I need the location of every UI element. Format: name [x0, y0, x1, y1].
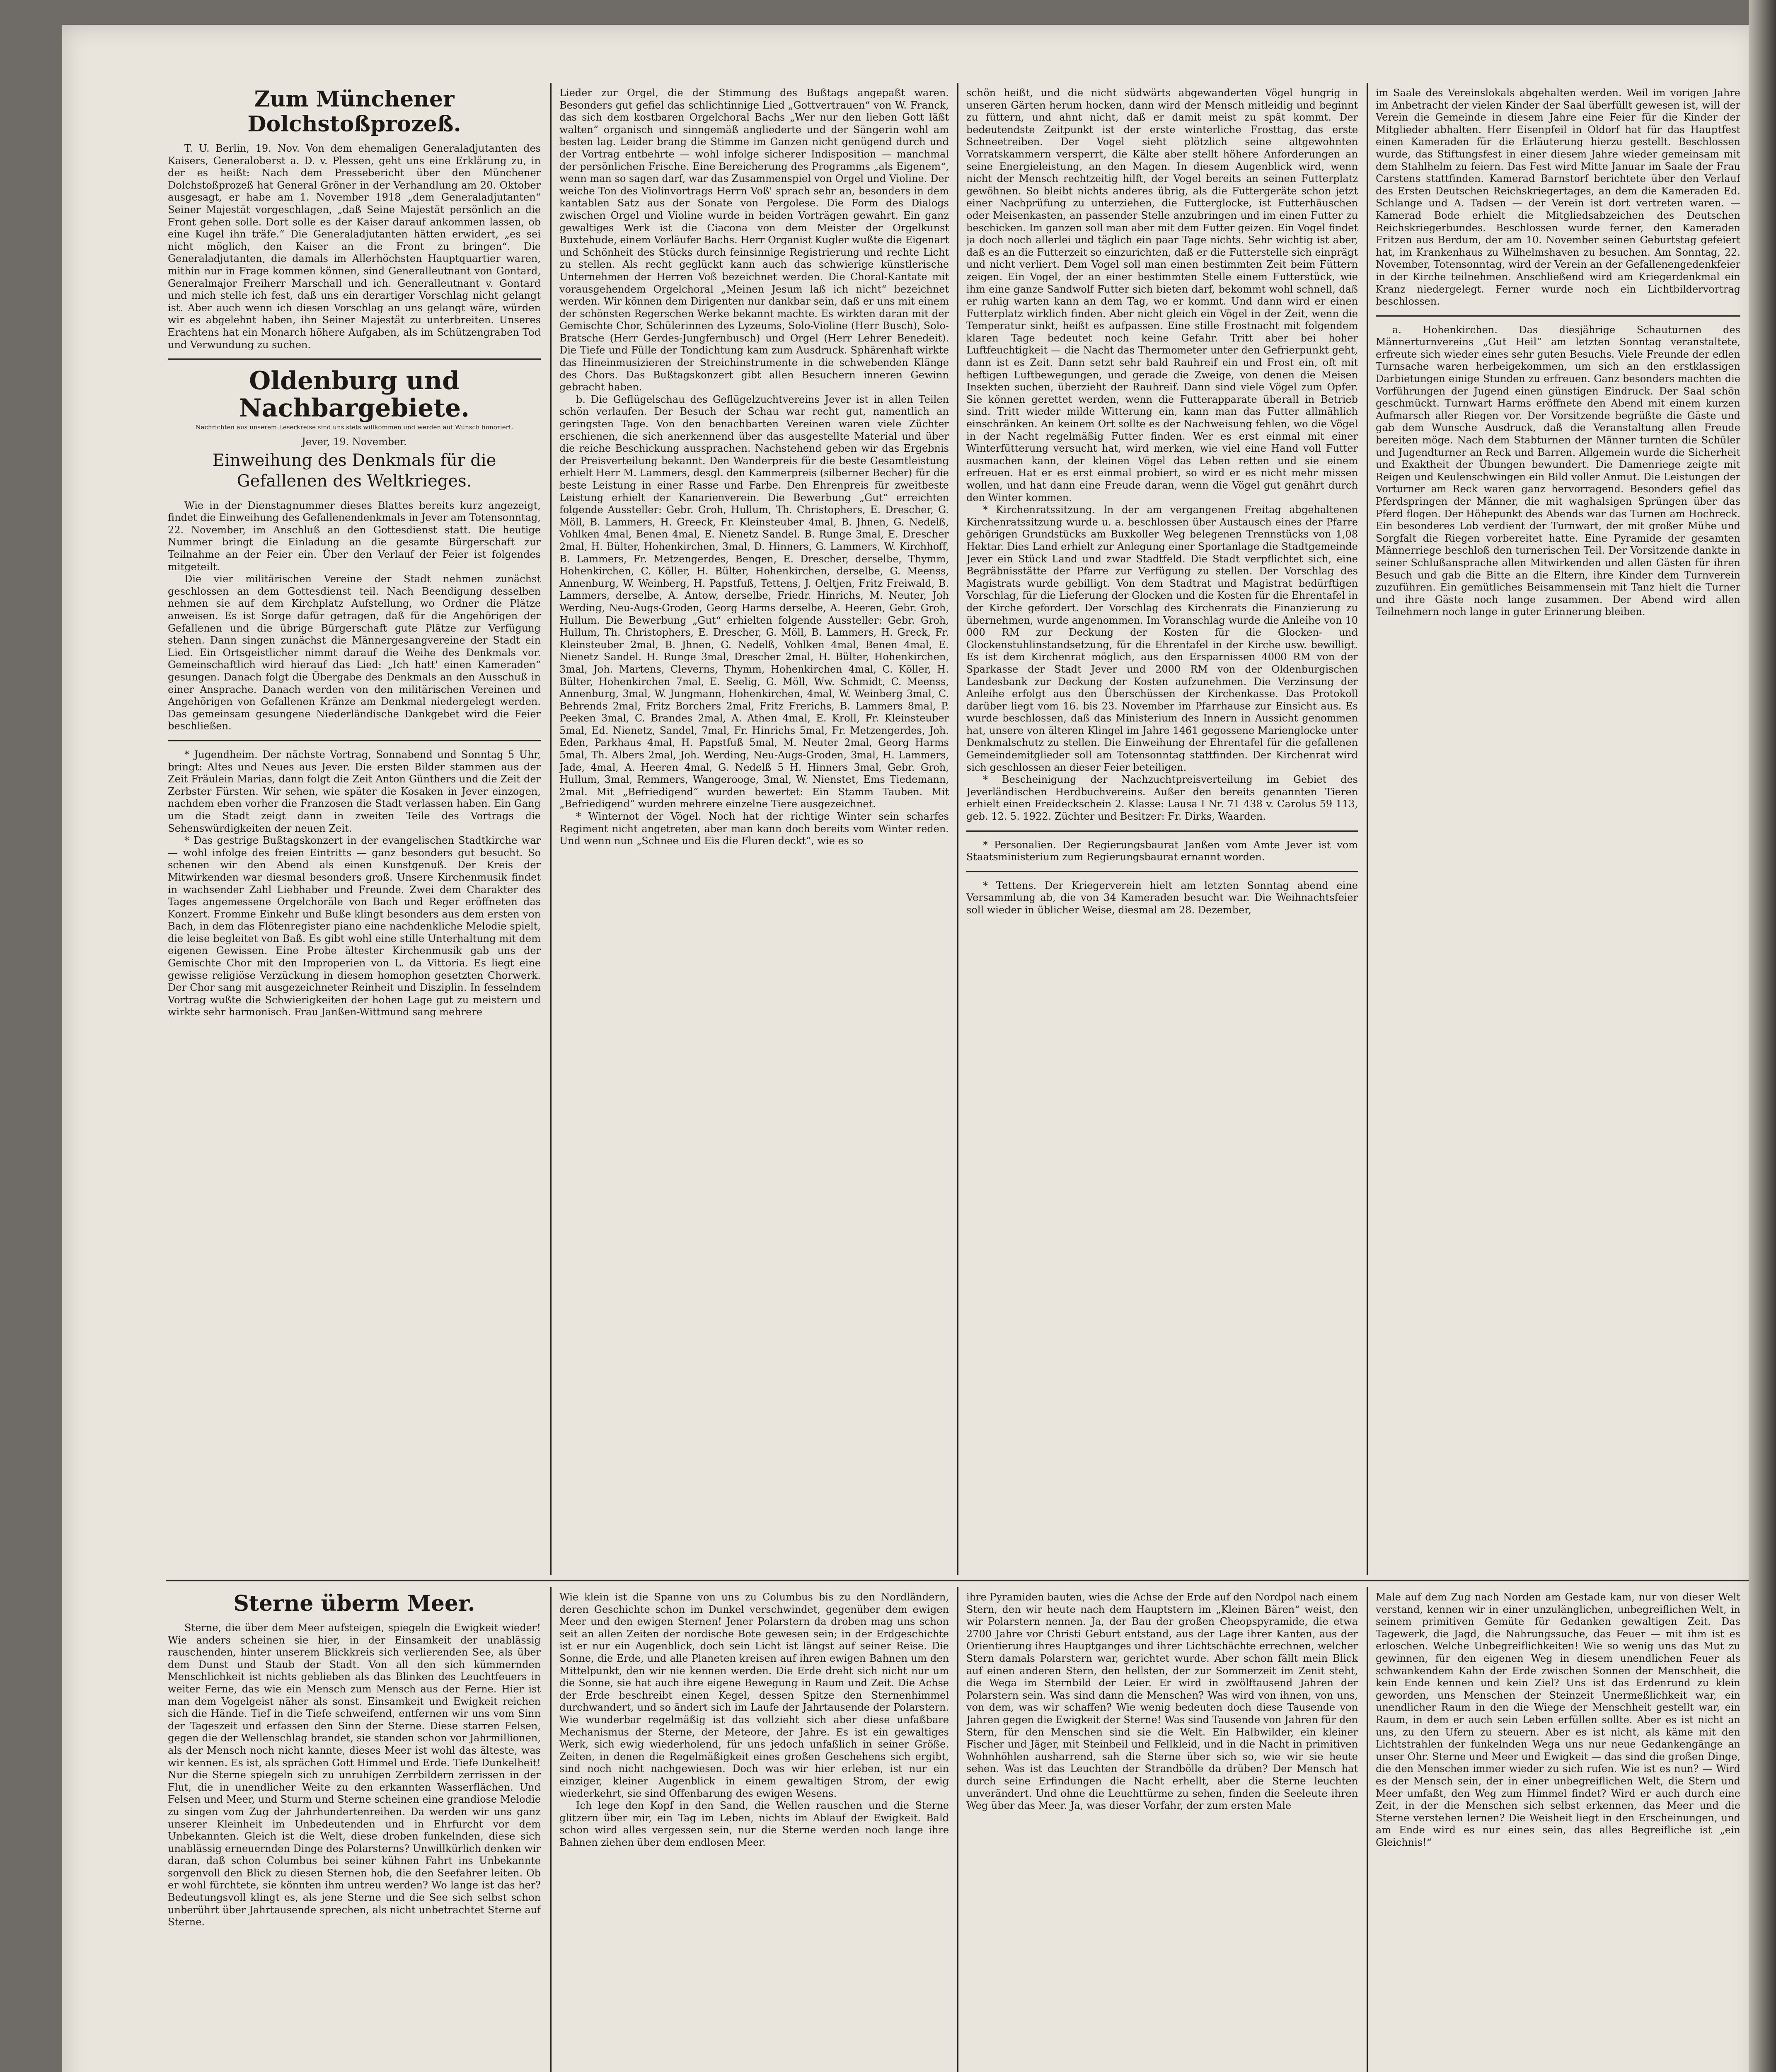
article-text: ihre Pyramiden bauten, wies die Achse der Erde auf den Nordpol nach einem Stern, den wir heute nach dem Hauptstern im „Kleinen Bären“ weist, den wir Polarstern nennen. Ja, der Bau der großen Cheopspyramide, die etwa 2700 Jahre vor Christi Geburt entstand, aus der Lage ihrer Kanten, aus der Orientierung ihres Hauptganges und ihrer Lichtschächte errechnen, welcher Stern damals Polarstern war, gerichtet wurde. Aber schon fällt mein Blick auf einen anderen Stern, den hellsten, der zur Sommerzeit im Zenit steht, die Wega im Sternbild der Leier. Er wird in zwölftausend Jahren der Polarstern sein. Was sind dann die Menschen? Was wird von ihnen, von uns, von dem, was wir schaffen? Wie wenig bedeuten doch diese Tausende von Jahren gegen die Ewigkeit der Sterne! Was sind Tausende von Jahren für den Stern, für den Menschen sind sie die Welt. Ein Halbwilder, ein kleiner Fischer und Jäger, mit Steinbeil und Fellkleid, und in die Nacht in primitiven Wohnhöhlen ausharrend, sah die Sterne über sich so, wie wir sie heute sehen. Was ist das Leuchten der Strandbölle da drüben? Der Mensch hat durch seine Erfindungen die Nacht erhellt, aber die Sterne leuchten unverändert. Und ohne die Leuchttürme zu sehen, finden die Seeleute ihren Weg über das Meer. Ja, was dieser Vorfahr, der zum ersten Male — [966, 1591, 1358, 1812]
editorial-note: Nachrichten aus unserem Leserkreise sind uns stets willkommen und werden auf Wunsch honoriert. — [195, 424, 513, 431]
article-text: Wie in der Dienstagnummer dieses Blattes bereits kurz angezeigt, findet die Einweihung des Gefallenendenkmals in Jever am Totensonntag, 22. November, im Anschluß an den Gottesdienst statt. Die heutige Nummer bringt die Einladung an die gesamte Bürgerschaft zur Teilnahme an der Feier ein. Über den Verlauf der Feier ist folgendes mitgeteilt. — [168, 499, 541, 573]
column-rule — [550, 83, 552, 1575]
feuilleton-column-1 — [168, 1591, 541, 2072]
article-text: * Kirchenratssitzung. In der am vergangenen Freitag abgehaltenen Kirchenratssitzung wurde u. a. beschlossen über Austausch eines der Pfarre gehörigen Grundstücks am Buxkoller Weg belegenen Trennstücks von 1,08 Hektar. Dies Land erhielt zur Anlegung einer Sportanlage die Stadtgemeinde Jever ein Stück Land und zwar Stadtfeld. Die Stadt verpflichtet sich, eine Begräbnisstätte der Pfarre zur Verfügung zu stellen. Der Vorschlag des Magistrats wurde gebilligt. Von dem Stadtrat und Magistrat bedürftigen Vorschlag, für die Lieferung der Glocken und die Kosten für die Ehrentafel in der Kirche gefordert. Der Vorschlag des Kirchenrats die Finanzierung zu übernehmen, wurde angenommen. Im Voranschlag wurde die Anleihe von 10 000 RM zur Deckung der Kosten für die Glocken- und Glockenstuhlinstandsetzung, für die Ehrentafel in der Kirche usw. bewilligt. Es ist dem Kirchenrat möglich, aus den Ersparnissen 4000 RM von der Sparkasse der Stadt Jever und 2000 RM von der Oldenburgischen Landesbank zur Deckung der Kosten aufzunehmen. Die Verzinsung der Anleihe erfolgt aus den Überschüssen der Kirchenkasse. Das Protokoll darüber liegt vom 16. bis 23. November im Pfarrhause zur Einsicht aus. Es wurde beschlossen, daß das Ministerium des Innern in Aussicht genommen hat, unsere von älteren Klingel im Jahre 1461 gegossene Marienglocke unter Denkmalschutz zu stellen. Die Einweihung der Ehrentafel für die gefallenen Gemeindemitglieder soll am Totensonntag stattfinden. Der Kirchenrat wird sich geschlossen an dieser Feier beteiligen. — [966, 504, 1358, 773]
article-text: T. U. Berlin, 19. Nov. Von dem ehemaligen Generaladjutanten des Kaisers, Generaloberst a. D. v. Plessen, geht uns eine Erklärung zu, in der es heißt: Nach dem Pressebericht über den Münchener Dolchstoßprozeß hat General Gröner in der Verhandlung am 20. Oktober ausgesagt, er habe am 1. November 1918 „dem Generaladjutanten“ Seiner Majestät vorgeschlagen, „daß Seine Majestät persönlich an die Front gehen solle. Dort solle es der Kaiser darauf ankommen lassen, ob eine Kugel ihn träfe.“ Die Generaladjutanten hätten erwidert, „es sei nicht möglich, den Kaiser an die Front zu bringen“. Die Generaladjutanten, die damals im Allerhöchsten Hauptquartier waren, mithin nur in Frage kommen können, sind Generalleutnant von Gontard, Generalmajor Freiherr Marschall und ich. Generalleutnant v. Gontard und mich stelle ich fest, daß uns ein derartiger Vorschlag nicht gelangt ist. Aber auch wenn ich diesen Vorschlag an uns gelangt wäre, würden wir es abgelehnt haben, ihn Seiner Majestät zu unterbreiten. Unseres Erachtens hat ein Monarch höhere Aufgaben, als im Schützengraben Tod und Verwundung zu suchen. — [168, 143, 541, 351]
article-text: Sterne, die über dem Meer aufsteigen, spiegeln die Ewigkeit wieder! Wie anders scheinen sie hier, in der Einsamkeit der unablässig rauschenden, hinter unserem Blickkreis sich verlierenden See, als über dem Dunst und Staub der Stadt. Von all den sich kümmernden Menschlichkeit ist nichts geblieben als das Blinken des Leuchtfeuers in weiter Ferne, das wie ein Mensch zum Mensch aus der Ferne. Hier ist man dem Vogelgeist näher als sonst. Einsamkeit und Ewigkeit reichen sich die Hände. Tief in die Tiefe schweifend, entfernen wir uns vom Sinn der Tageszeit und erfassen den Sinn der Sterne. Diese starren Felsen, gegen die der Wellenschlag brandet, sie standen schon vor Jahrmillionen, als der Mensch noch nicht kannte, dieses Meer ist wohl das älteste, was wir kennen. Es ist, als sprächen Gott Himmel und Erde. Tiefe Dunkelheit! Nur die Sterne spiegeln sich zu unruhigen Zerrbildern zerrissen in der Flut, die in unendlicher Weite zu den erkannten Wasserflächen. Und Felsen und Meer, und Sturm und Sterne scheinen eine grandiose Melodie zu singen vom Zug der Jahrhundertenreihen. Da werden wir uns ganz unserer Kleinheit im Unbedeutenden und in Ehrfurcht vor dem Unbekannten. Gleich ist die Welt, diese droben funkelnden, diese sich unablässig erneuernden Dinge des Polarsterns? Unwillkürlich denken wir daran, daß schon Columbus bei seiner kühnen Fahrt ins Unbekannte sorgenvoll den Blick zu diesen Sternen hob, die den Seefahrer leiten. Ob er wohl fürchtete, sie könnten ihm untreu werden? Wo lange ist das her? Bedeutungsvoll klingt es, als jene Sterne und die See sich selbst schon unberührt über Jahrtausende sprechen, als nicht unbetrachtet Sterne auf Sterne. — [168, 1622, 541, 1928]
article-text: Ich lege den Kopf in den Sand, die Wellen rauschen und die Sterne glitzern über mir, ein Tag im Leben, nichts im Ablauf der Ewigkeit. Bald schon wird alles vergessen sein, nur die Sterne werden noch lange ihre Bahnen ziehen über dem endlosen Meer. — [559, 1800, 949, 1848]
feuilleton-column-3 — [966, 1591, 1358, 2072]
column-3 — [966, 87, 1358, 1571]
article-text: a. Hohenkirchen. Das diesjährige Schauturnen des Männerturnvereins „Gut Heil“ am letzten Sonntag veranstaltete, erfreute sich wieder eines sehr guten Besuchs. Viele Freunde der edlen Turnsache waren herbeigekommen, um sich an den erstklassigen Darbietungen einige Stunden zu erfreuen. Ganz besonders machten die Vorführungen der Jugend einen günstigen Eindruck. Der Saal schön geschmückt. Turnwart Harms eröffnete den Abend mit einem kurzen Aufmarsch aller Riegen vor. Der Vorsitzende begrüßte die Gäste und gab dem Wunsche Ausdruck, daß die Veranstaltung allen Freude bereiten möge. Nach dem Stabturnen der Männer turnten die Schüler und Jugendturner an Reck und Barren. Allgemein wurde die Sicherheit und Exaktheit der Übungen bewundert. Die Damenriege zeigte mit Reigen und Keulenschwingen ein Bild voller Anmut. Die Leistungen der Vorturner am Reck waren ganz hervorragend. Besonders gefiel das Pferdspringen der Männer, die mit waghalsigen Sprüngen über das Pferd flogen. Der Höhepunkt des Abends war das Turnen am Hochreck. Ein besonderes Lob verdient der Turnwart, der mit großer Mühe und Sorgfalt die Riegen vorbereitet hatte. Eine Pyramide der gesamten Männerriege beschloß den turnerischen Teil. Der Vorsitzende dankte in seiner Schlußansprache allen Mitwirkenden und allen Gästen für ihren Besuch und gab die Bitte an die Eltern, ihre Kinder dem Turnverein zuzuführen. Ein gemütliches Beisammensein mit Tanz hielt die Turner und ihre Gäste noch lange zusammen. Der Abend wird allen Teilnehmern noch lange in guter Erinnerung bleiben. — [1376, 324, 1740, 618]
newspaper-page — [62, 25, 1757, 2072]
dateline: Jever, 19. November. — [302, 436, 407, 448]
section-divider — [168, 358, 541, 360]
column-rule — [1367, 1587, 1368, 2072]
article-text: * Bescheinigung der Nachzuchtpreisverteilung im Gebiet des Jeverländischen Herdbuchvereins. Außer den bereits genannten Tieren erhielt einen Freideckschein 2. Klasse: Lausa I Nr. 71 438 v. Carolus 59 113, geb. 12. 5. 1922. Züchter und Besitzer: Fr. Dirks, Waarden. — [966, 774, 1358, 823]
section-title: Oldenburg und Nachbargebiete. — [239, 366, 470, 423]
article-text: schön heißt, und die nicht südwärts abgewanderten Vögel hungrig in unseren Gärten herum hocken, dann wird der Mensch mitleidig und beginnt zu füttern, und ahnt nicht, daß er damit meist zu spät kommt. Der bedeutendste Zeitpunkt ist der erste winterliche Frosttag, das erste Schneetreiben. Der Vogel sieht plötzlich seine altgewohnten Vorratskammern versperrt, die Kälte aber stellt höhere Anforderungen an seine Energieleistung, an den Magen. In diesem Augenblick wird, wenn nicht der Mensch rechtzeitig hilft, der Vogel bereits an seinen Futterplatz gewöhnen. So bleibt nichts anderes übrig, als die Futtergeräte schon jetzt einer Nachprüfung zu unterziehen, die Futterglocke, ist Futterhäuschen oder Meisenkasten, an passender Stelle anzubringen und im einen Futter zu beschicken. Im ganzen soll man aber mit dem Futter geizen. Ein Vogel findet ja doch noch allerlei und täglich ein paar Tage nichts. Sehr wichtig ist aber, daß es an die Futterzeit so einzurichten, daß er die Futterstelle sich einprägt und nicht verliert. Dem Vogel soll man einen bestimmten Zeit beim Füttern zeigen. Ein Vogel, der an einer bestimmten Stelle einem Futterstück, wie ihm eine ganze Sandwolf Futter sich bieten darf, bekommt wohl schnell, daß er ruhig warten kann an dem Tag, wo er kommt. Und dann wird er einen Futterplatz wirklich finden. Aber nicht gleich ein Vögel in der Zeit, wenn die Temperatur sinkt, heißt es aufpassen. Eine stille Frostnacht mit folgendem klaren Tage bedeutet noch keine Gefahr. Tritt aber bei hoher Luftfeuchtigkeit — die Nacht das Thermometer unter den Gefrierpunkt geht, dann ist es Zeit. Dann setzt sehr bald Rauhreif ein und Frost ein, oft mit heftigen Luftbewegungen, und gerade die Zweige, von denen die Meisen Insekten suchen, überzieht der Rauhreif. Dann sind viele Vögel zum Opfer. Sie können gerettet werden, wenn die Futterapparate überall in Betrieb sind. Tritt wieder milde Witterung ein, kann man das Futter allmählich einschränken. An keinem Ort sollte es der Nachweisung fehlen, wo die Vögel in der Nacht regelmäßig Futter finden. Wer es erst einmal mit einer Winterfütterung versucht hat, wird merken, wie viel eine Hand voll Futter ausmachen kann, der kleinen Vögel das Leben retten und sie einem erfreuen. Hat er es erst einmal probiert, so wird er es nicht mehr missen wollen, und hat dann eine Freude daran, wenn die Vögel gut genährt durch den Winter kommen. — [966, 87, 1358, 503]
article-divider — [966, 830, 1358, 832]
article-text: Wie klein ist die Spanne von uns zu Columbus bis zu den Nordländern, deren Geschichte schon im Dunkel verschwindet, gegenüber dem ewigen Meer und den ewigen Sternen! Jener Polarstern da droben mag uns schon seit an allen Zeiten der nordische Bote gewesen sein; in der Erdgeschichte ist er nur ein Augenblick, doch sein Licht ist längst auf seiner Reise. Die Sonne, die Erde, und alle Planeten kreisen auf ihren ewigen Bahnen um den Mittelpunkt, den wir nie kennen werden. Die Erde dreht sich nicht nur um die Sonne, sie hat auch ihre eigene Bewegung in Raum und Zeit. Die Achse der Erde beschreibt einen Kegel, dessen Spitze den Sternenhimmel durchwandert, und so ändert sich im Laufe der Jahrtausende der Polarstern. Wie wunderbar regelmäßig ist das vollzieht sich aber diese unfaßbare Mechanismus der Sterne, der Meteore, der Jahre. Es ist ein gewaltiges Werk, sich ewig wiederholend, für uns jedoch unfaßlich in seiner Größe. Zeiten, in denen die Regelmäßigkeit eines großen Geschehens sich ergibt, sind noch nicht nachgewiesen. Doch was wir hier erleben, ist nur ein einziger, kleiner Augenblick in einem gewaltigen Strom, der ewig wiederkehrt, sie sind Offenbarung des ewigen Wesens. — [559, 1591, 949, 1799]
feuilleton-column-4 — [1376, 1591, 1740, 2072]
column-rule — [1367, 83, 1368, 1575]
article-text: * Tettens. Der Kriegerverein hielt am letzten Sonntag abend eine Versammlung ab, die von 34 Kameraden besucht war. Die Weihnachtsfeier soll wieder in üblicher Weise, diesmal am 28. Dezember, — [966, 879, 1358, 916]
column-rule — [957, 83, 958, 1575]
article-divider — [168, 740, 541, 741]
column-rule — [550, 1587, 552, 2072]
feuilleton-rule — [166, 1580, 1749, 1581]
column-2 — [559, 87, 949, 1571]
article-subheadline: Einweihung des Denkmals für die Gefallenen des Weltkrieges. — [212, 450, 496, 491]
article-text: b. Die Geflügelschau des Geflügelzuchtvereins Jever ist in allen Teilen schön verlaufen. Der Besuch der Schau war recht gut, namentlich an geringsten Tage. Von den benachbarten Vereinen waren viele Züchter erschienen, die sich anerkennend über das ausgestellte Material und über die reiche Beschickung aussprachen. Nachstehend geben wir das Ergebnis der Preisverteilung bekannt. Den Wanderpreis für die beste Gesamtleistung erhielt Herr M. Lammers, desgl. den Kammerpreis (silberner Becher) für die beste Leistung in einer Rasse und Farbe. Den Ehrenpreis für zweitbeste Leistung erhielt der Kanarienverein. Die Bewerbung „Gut“ erreichten folgende Aussteller: Gebr. Groh, Hullum, Th. Christophers, E. Drescher, G. Möll, B. Lammers, H. Greeck, Fr. Kleinsteuber 4mal, B. Jhnen, G. Nedelß, Vohlken 4mal, Benen 4mal, E. Nienetz Sandel. B. Runge 3mal, E. Drescher 2mal, H. Bülter, Hohenkirchen, 3mal, D. Hinners, G. Lammers, W. Kirchhoff, B. Lammers, Fr. Metzengerdes, Bengen, E. Drescher, derselbe, Thymm, Hohenkirchen, C. Köller, H. Bülter, Hohenkirchen, derselbe, G. Meenss, Annenburg, W. Weinberg, H. Papstfuß, Tettens, J. Oeltjen, Fritz Freiwald, B. Lammers, derselbe, A. Antow, derselbe, Friedr. Hinrichs, M. Neuter, Joh Werding, Neu-Augs-Groden, Georg Harms derselbe, A. Heeren, Gebr. Groh, Hullum. Die Bewerbung „Gut“ erhielten folgende Aussteller: Gebr. Groh, Hullum, Th. Christophers, E. Drescher, G. Möll, B. Lammers, H. Greck, Fr. Kleinsteuber 2mal, B. Jhnen, G. Nedelß, Vohlken 4mal, Benen 4mal, E. Nienetz Sandel. H. Runge 3mal, Drescher 2mal, H. Bülter, Hohenkirchen, 3mal, Joh. Martens, Cleverns, Thymm, Hohenkirchen 4mal, C. Köller, H. Bülter, Hohenkirchen 7mal, E. Seelig, G. Möll, Ww. Schmidt, C. Meenss, Annenburg, 3mal, W. Jungmann, Hohenkirchen, 4mal, W. Weinberg 3mal, C. Behrends 2mal, Fritz Borchers 2mal, Fritz Frerichs, B. Lammers 8mal, P. Peeken 3mal, C. Brandes 2mal, A. Athen 4mal, E. Kroll, Fr. Kleinsteuber 5mal, Ed. Nienetz, Sandel, 7mal, Fr. Hinrichs 5mal, Fr. Metzengerdes, Joh. Eden, Parkhaus 4mal, H. Papstfuß 5mal, M. Neuter 2mal, Georg Harms 5mal, Th. Albers 2mal, Joh. Werding, Neu-Augs-Groden, 3mal, H. Lammers, Jade, 4mal, A. Heeren 4mal, G. Nedelß 5 H. Hinners 3mal, Gebr. Groh, Hullum, 3mal, Remmers, Wangerooge, 3mal, W. Nienstet, Ems Tiedemann, 2mal. Mit „Befriedigend“ wurden bewertet: Ein Stamm Tauben. Mit „Befriedigend“ wurden mehrere einzelne Tiere ausgezeichnet. — [559, 393, 949, 810]
article-divider — [966, 871, 1358, 872]
feuilleton-column-2 — [559, 1591, 949, 2072]
binding-edge — [1749, 0, 1776, 2072]
article-headline: Zum Münchener Dolchstoßprozeß. — [247, 87, 461, 137]
article-text: * Winternot der Vögel. Noch hat der richtige Winter sein scharfes Regiment nicht angetreten, aber man kann doch bereits vom Winter reden. Und wenn nun „Schnee und Eis die Fluren deckt“, wie es so — [559, 811, 949, 847]
article-text: * Das gestrige Bußtagskonzert in der evangelischen Stadtkirche war — wohl infolge des freien Eintritts — ganz besonders gut besucht. So schenen wir den Abend als einen Kunstgenuß. Der Kreis der Mitwirkenden war diesmal besonders groß. Unsere Kirchenmusik findet in wachsender Zahl Liebhaber und Freunde. Zwei dem Charakter des Tages angemessene Orgelchoräle von Bach und Reger eröffneten das Konzert. Fromme Einkehr und Buße klingt besonders aus dem ersten von Bach, in dem das Flötenregister piano eine nachdenkliche Melodie spielt, die leise begleitet von Baß. Es gibt wohl eine stille Unterhaltung mit dem eigenen Gewissen. Eine Probe ältester Kirchenmusik gab uns der Gemischte Chor mit den Improperien von L. da Vittoria. Es liegt eine gewisse religiöse Verzückung in diesem homophon gesetzten Chorwerk. Der Chor sang mit ausgezeichneter Reinheit und Disziplin. In fesselndem Vortrag wußte die Schwierigkeiten der hohen Lage gut zu meistern und wirkte sehr harmonisch. Frau Janßen-Wittmund sang mehrere — [168, 835, 541, 1018]
column-1 — [168, 87, 541, 1571]
column-4 — [1376, 87, 1740, 1571]
article-text: Male auf dem Zug nach Norden am Gestade kam, nur von dieser Welt verstand, kennen wir in einer unzulänglichen, unbegreiflichen Welt, in seinem primitiven Gemüte für Gedanken gewaltigen Zeit. Das Tagewerk, die Jagd, die Nahrungssuche, das Feuer — mit ihm ist es erloschen. Welche Unbegreiflichkeiten! Wie so wenig uns das Mut zu gewinnen, für den eigenen Weg in diesem unendlichen Feuer als schwankendem Kahn der Erde zwischen Sonnen der Menschheit, die kein Ende kennen und kein Ziel? Uns ist das Erdenrund zu klein geworden, uns Menschen der Steinzeit Unermeßlichkeit war, ein unendlicher Raum in den die Wiege der Menschheit gestellt war, ein Raum, in dem er auch sein Leben erfüllen sollte. Aber es ist nicht an uns, zu den Ufern zu steuern. Aber es ist nicht, als käme mit den Lichtstrahlen der funkelnden Wega uns nur neue Gedankengänge an unser Ohr. Sterne und Meer und Ewigkeit — das sind die großen Dinge, die den Menschen immer wieder zu sich rufen. Wie ist es nun? — Wird es der Mensch sein, der in einer unbegreiflichen Welt, die Stern und Meer umfaßt, den Weg zum Himmel findet? Wird er auch durch eine Zeit, in der die Menschen sich selbst erkennen, das Meer und die Sterne verstehen lernen? Die Weisheit liegt in den Erscheinungen, und am Ende wird es nur eines sein, das alles Begreifliche ist „ein Gleichnis!“ — [1376, 1591, 1740, 1848]
article-text: * Personalien. Der Regierungsbaurat Janßen vom Amte Jever ist vom Staatsministerium zum Regierungsbaurat ernannt worden. — [966, 839, 1358, 863]
feuilleton-headline: Sterne überm Meer. — [233, 1591, 475, 1616]
article-text: im Saale des Vereinslokals abgehalten werden. Weil im vorigen Jahre im Anbetracht der vielen Kinder der Saal überfüllt gewesen ist, will der Verein die Gemeinde in diesem Jahre eine Feier für die Kinder der Mitglieder abhalten. Herr Eisenpfeil in Oldorf hat für das Hauptfest einen Kameraden für die Erläuterung hierzu gestellt. Beschlossen wurde, das Stiftungsfest in einer diesem Jahre wieder gemeinsam mit dem Stahlhelm zu feiern. Das Fest wird Mitte Januar im Saale der Frau Carstens stattfinden. Kamerad Barnstorf berichtete über den Verlauf des Ersten Deutschen Reichskriegertages, an dem die Kameraden Ed. Schlange und A. Tadsen — der Verein ist dort vertreten waren. — Kamerad Bode erhielt die Mitgliedsabzeichen des Deutschen Reichskriegerbundes. Beschlossen wurde ferner, den Kameraden Fritzen aus Berdum, der am 10. November seinen Geburtstag gefeiert hat, im Krankenhaus zu Wilhelmshaven zu besuchen. Am Sonntag, 22. November, Totensonntag, wird der Verein an der Gefallenengedenkfeier in der Kirche teilnehmen. Anschließend wird am Kriegerdenkmal ein Kranz niedergelegt. Ferner wurde noch ein Lichtbildervortrag beschlossen. — [1376, 87, 1740, 307]
article-text: Die vier militärischen Vereine der Stadt nehmen zunächst geschlossen an dem Gottesdienst teil. Nach Beendigung desselben nehmen sie auf dem Kirchplatz Aufstellung, wo Ordner die Plätze anweisen. Es ist Sorge dafür getragen, daß für die Angehörigen der Gefallenen und die übrige Bürgerschaft gute Plätze zur Verfügung stehen. Dann singen zunächst die Männergesangvereine der Stadt ein Lied. Ein Ortsgeistlicher nimmt darauf die Weihe des Denkmals vor. Gemeinschaftlich wird hierauf das Lied: „Ich hatt' einen Kameraden“ gesungen. Danach folgt die Übergabe des Denkmals an den Ausschuß in einer Ansprache. Danach werden von den militärischen Vereinen und Angehörigen von Gefallenen Kränze am Denkmal niedergelegt werden. Das gemeinsam gesungene Niederländische Dankgebet wird die Feier beschließen. — [168, 573, 541, 732]
article-text: * Jugendheim. Der nächste Vortrag, Sonnabend und Sonntag 5 Uhr, bringt: Altes und Neues aus Jever. Die ersten Bilder stammen aus der Zeit Fräulein Marias, dann folgt die Zeit Anton Günthers und die Zeit der Zerbster Fürsten. Wir sehen, wie später die Kosaken in Jever einzogen, nachdem eben vorher die Franzosen die Stadt verlassen haben. Ein Gang um die Stadt zeigt dann in zweiten Teile des Vortrags die Sehenswürdigkeiten der neuen Zeit. — [168, 748, 541, 834]
article-text: Lieder zur Orgel, die der Stimmung des Bußtags angepaßt waren. Besonders gut gefiel das schlichtinnige Lied „Gottvertrauen“ von W. Franck, das sich dem kostbaren Orgelchoral Bachs „Wer nur den lieben Gott läßt walten“ organisch und sinngemäß angliederte und der Sängerin wohl am besten lag. Leider brang die Stimme im Ganzen nicht genügend durch und der Vortrag entbehrte — wohl infolge sicherer Indisposition — manchmal der persönlichen Frische. Eine Bereicherung des Programms „als Eigenem“, wenn man so sagen darf, war das Zusammenspiel von Orgel und Violine. Der weiche Ton des Violinvortrags Herrn Voß' sprach sehr an, besonders in dem kantablen Satz aus der Sonate von Pergolese. Die Form des Dialogs zwischen Orgel und Violine wurde in beiden Vorträgen gewahrt. Ein ganz gewaltiges Werk ist die Ciacona von dem Meister der Orgelkunst Buxtehude, einem Vorläufer Bachs. Herr Organist Kugler wußte die Eigenart und Schönheit des Stücks durch feinsinnige Registrierung und rechte Licht zu stellen. Als recht geglückt kann auch das schwierige künstlerische Unternehmen der Herren Voß bezeichnet werden. Die Choral-Kantate mit vorausgehendem Orgelchoral „Meinen Jesum laß ich nicht“ bezeichnet werden. Wir können dem Dirigenten nur dankbar sein, daß er uns mit einem der schönsten Regerschen Werke bekannt machte. Es wirkten daran mit der Gemischte Chor, Schülerinnen des Lyzeums, Solo-Violine (Herr Busch), Solo-Bratsche (Herr Gerdes-Jungfernbusch) und Orgel (Herr Lehrer Benedeit). Die Tiefe und Fülle der Tondichtung kam zum Ausdruck. Sphärenhaft wirkte das Hineinmusizieren der Streichinstrumente in die schwebenden Klänge des Chors. Das Bußtagskonzert gibt allen Besuchern inneren Gewinn gebracht haben. — [559, 87, 949, 393]
article-divider — [1376, 315, 1740, 317]
column-rule — [957, 1587, 958, 2072]
